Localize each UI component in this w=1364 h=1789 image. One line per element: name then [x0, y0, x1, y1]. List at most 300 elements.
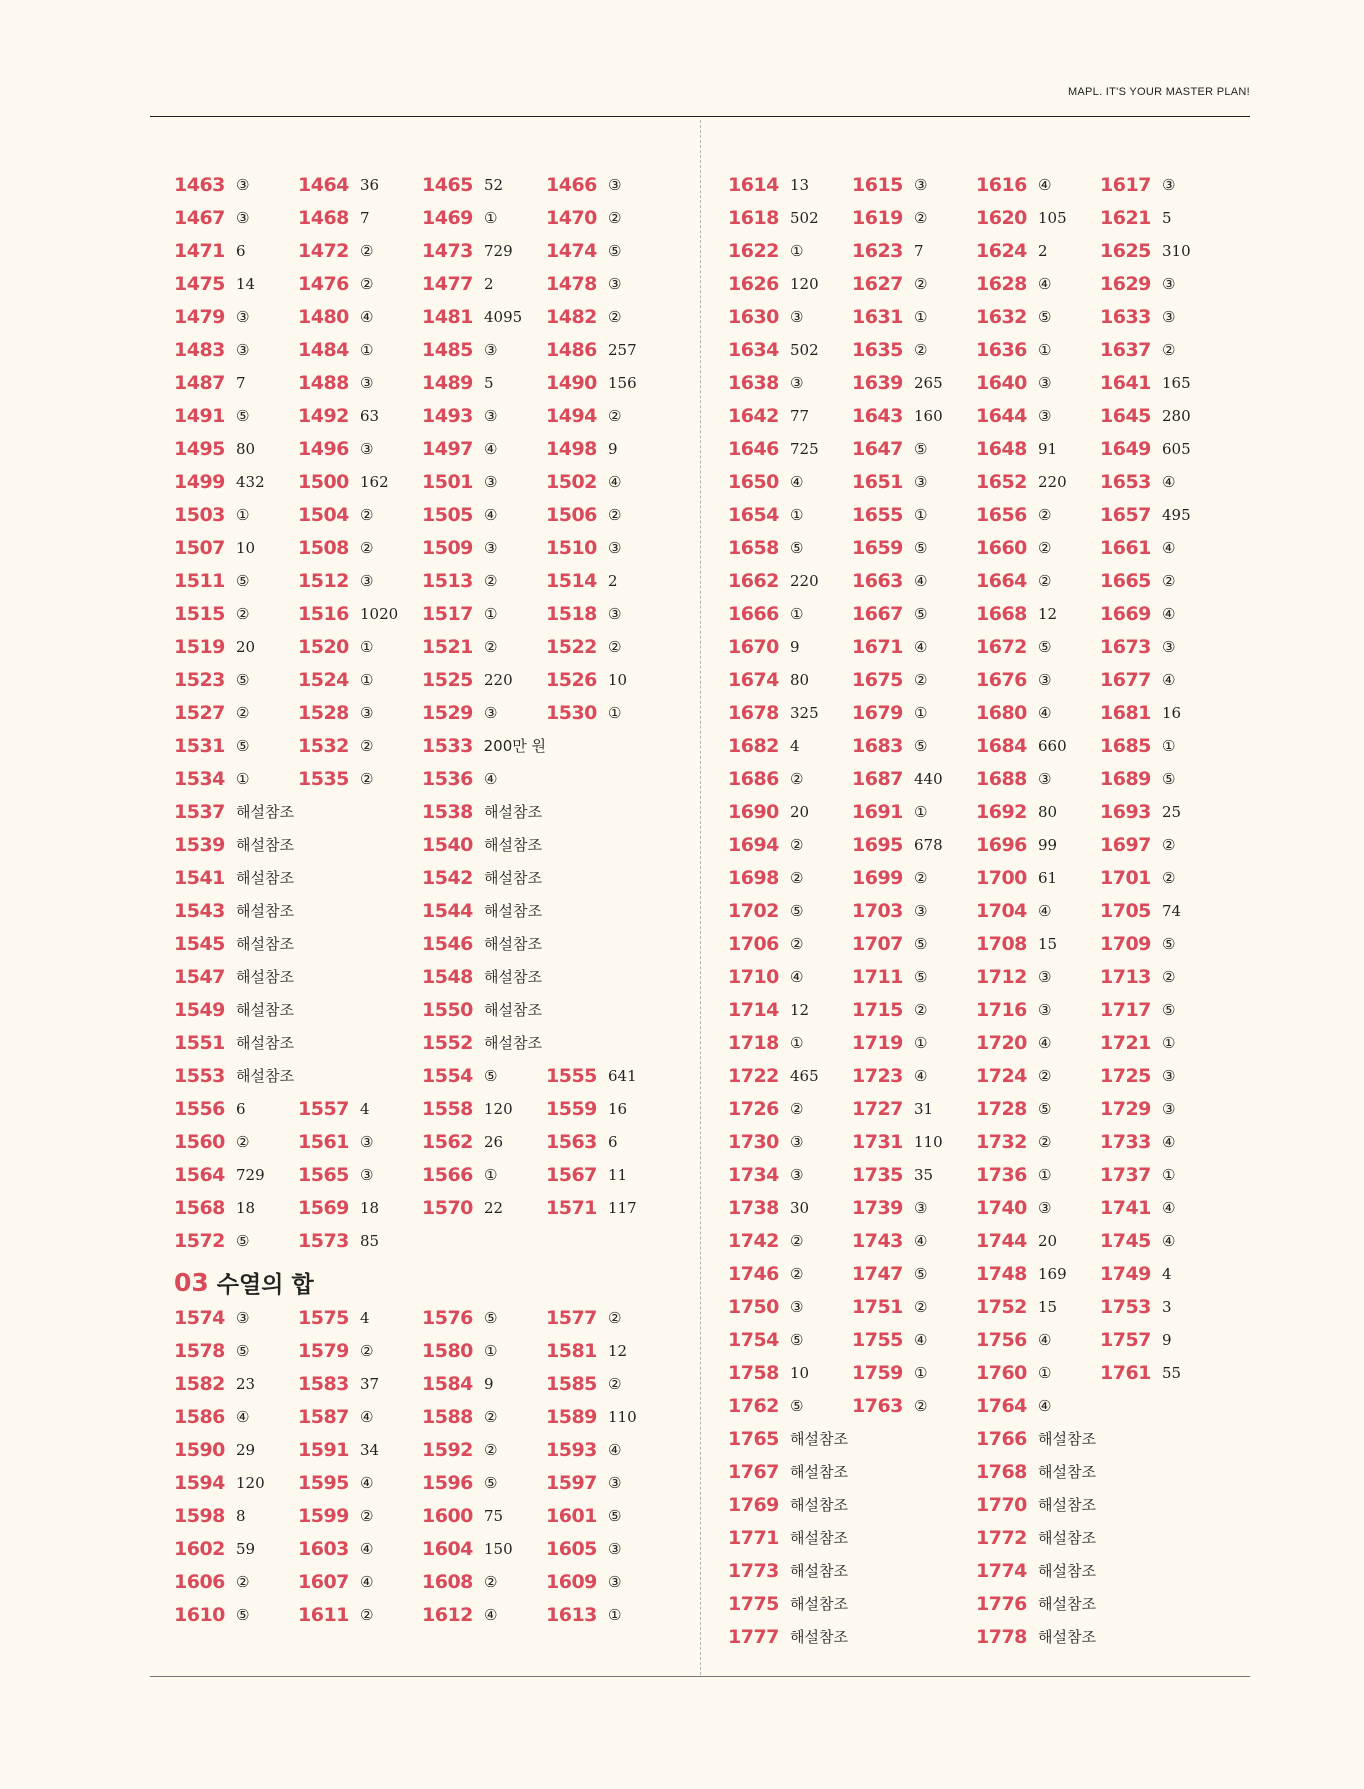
problem-number: 1756 [976, 1328, 1027, 1351]
answer-entry [976, 240, 1100, 262]
answer-value: 7 [360, 208, 370, 227]
problem-number: 1637 [1100, 338, 1151, 361]
problem-number: 1634 [728, 338, 779, 361]
answer-entry [852, 834, 976, 856]
answer-value: ④ [484, 439, 498, 458]
answer-entry [1100, 1263, 1224, 1285]
answer-value: 77 [790, 406, 810, 425]
answer-entry [546, 636, 670, 658]
problem-number: 1728 [976, 1097, 1027, 1120]
answer-value: 91 [1038, 439, 1058, 458]
answer-value: ⑤ [914, 538, 928, 557]
answer-value: ③ [914, 175, 928, 194]
answer-value: ③ [236, 307, 250, 326]
problem-number: 1608 [422, 1570, 473, 1593]
problem-number: 1527 [174, 701, 225, 724]
problem-number: 1548 [422, 965, 473, 988]
problem-number: 1700 [976, 866, 1027, 889]
problem-number: 1572 [174, 1229, 225, 1252]
problem-number: 1549 [174, 998, 225, 1021]
answer-entry [852, 933, 976, 955]
answer-entry [546, 1340, 670, 1362]
answer-value: ⑤ [914, 934, 928, 953]
problem-number: 1494 [546, 404, 597, 427]
problem-number: 1567 [546, 1163, 597, 1186]
problem-number: 1598 [174, 1504, 225, 1527]
answer-value: 해설참조 [236, 968, 294, 986]
answer-row [728, 993, 1248, 1026]
answer-value: ① [1038, 1165, 1052, 1184]
problem-number: 1755 [852, 1328, 903, 1351]
problem-number: 1613 [546, 1603, 597, 1626]
answer-entry [422, 1164, 546, 1186]
problem-number: 1629 [1100, 272, 1151, 295]
answer-row [728, 1521, 1248, 1554]
answer-value: ③ [790, 1165, 804, 1184]
answer-value: ③ [360, 1165, 374, 1184]
answer-value: ④ [360, 1473, 374, 1492]
problem-number: 1750 [728, 1295, 779, 1318]
problem-number: 1657 [1100, 503, 1151, 526]
problem-number: 1625 [1100, 239, 1151, 262]
answer-value: ① [914, 505, 928, 524]
answer-value: ③ [236, 175, 250, 194]
problem-number: 1545 [174, 932, 225, 955]
answer-entry [976, 1395, 1100, 1417]
answer-value: 61 [1038, 868, 1058, 887]
answer-value: ③ [360, 571, 374, 590]
answer-value: ⑤ [1162, 769, 1176, 788]
answer-entry [976, 504, 1100, 526]
problem-number: 1519 [174, 635, 225, 658]
answer-row [728, 168, 1248, 201]
answer-entry [728, 1230, 852, 1252]
answer-value: 1020 [360, 604, 399, 623]
answer-value: 14 [236, 274, 256, 293]
answer-row [174, 531, 694, 564]
answer-value: ③ [1038, 1000, 1052, 1019]
problem-number: 1766 [976, 1427, 1027, 1450]
answer-row [174, 1367, 694, 1400]
answer-entry [852, 702, 976, 724]
answer-value: ⑤ [914, 439, 928, 458]
answer-value: ① [1162, 1033, 1176, 1052]
answer-entry [1100, 174, 1224, 196]
answer-value: ① [484, 1165, 498, 1184]
answer-entry [852, 207, 976, 229]
answer-entry [422, 1065, 546, 1087]
answer-value: 20 [790, 802, 810, 821]
answer-value: ⑤ [914, 736, 928, 755]
answer-entry [174, 801, 422, 823]
answer-value: 10 [236, 538, 256, 557]
problem-number: 1582 [174, 1372, 225, 1395]
answer-entry [1100, 1362, 1224, 1384]
problem-number: 1488 [298, 371, 349, 394]
answer-row [174, 399, 694, 432]
answer-value: ① [484, 604, 498, 623]
problem-number: 1585 [546, 1372, 597, 1395]
problem-number: 1759 [852, 1361, 903, 1384]
answer-row [728, 1455, 1248, 1488]
answer-entry [174, 999, 422, 1021]
problem-number: 1481 [422, 305, 473, 328]
problem-number: 1517 [422, 602, 473, 625]
problem-number: 1594 [174, 1471, 225, 1494]
problem-number: 1727 [852, 1097, 903, 1120]
answer-value: ① [360, 637, 374, 656]
problem-number: 1475 [174, 272, 225, 295]
problem-number: 1477 [422, 272, 473, 295]
answer-value: 85 [360, 1231, 380, 1250]
problem-number: 1465 [422, 173, 473, 196]
problem-number: 1730 [728, 1130, 779, 1153]
answer-entry [728, 405, 852, 427]
answer-entry [174, 471, 298, 493]
answer-entry [546, 1307, 670, 1329]
answer-value: ② [914, 1000, 928, 1019]
answer-value: ③ [1162, 274, 1176, 293]
answer-value: ② [914, 868, 928, 887]
problem-number: 1664 [976, 569, 1027, 592]
answer-value: ③ [914, 472, 928, 491]
answer-entry [298, 306, 422, 328]
answer-value: ③ [484, 340, 498, 359]
answer-entry [174, 273, 298, 295]
answer-value: ④ [1162, 1132, 1176, 1151]
answer-row [174, 1433, 694, 1466]
answer-entry [298, 735, 422, 757]
answer-value: 해설참조 [484, 1001, 542, 1019]
answer-entry [852, 504, 976, 526]
answer-entry [174, 372, 298, 394]
answer-value: 7 [236, 373, 246, 392]
problem-number: 1742 [728, 1229, 779, 1252]
problem-number: 1683 [852, 734, 903, 757]
answer-value: ③ [1162, 307, 1176, 326]
answer-entry [422, 1131, 546, 1153]
problem-number: 1718 [728, 1031, 779, 1054]
answer-value: 해설참조 [484, 803, 542, 821]
problem-number: 1537 [174, 800, 225, 823]
problem-number: 1577 [546, 1306, 597, 1329]
answer-entry [174, 966, 422, 988]
answer-entry [1100, 735, 1224, 757]
answer-entry [422, 1505, 546, 1527]
answer-value: ① [914, 703, 928, 722]
answer-entry [728, 1296, 852, 1318]
problem-number: 1652 [976, 470, 1027, 493]
answer-value: ④ [608, 472, 622, 491]
problem-number: 1746 [728, 1262, 779, 1285]
answer-row [174, 630, 694, 663]
answer-value: 110 [608, 1407, 637, 1426]
answer-value: ② [790, 868, 804, 887]
answer-value: ② [484, 1572, 498, 1591]
problem-number: 1471 [174, 239, 225, 262]
answer-entry [298, 1505, 422, 1527]
answer-value: ③ [790, 373, 804, 392]
answer-value: 265 [914, 373, 943, 392]
problem-number: 1665 [1100, 569, 1151, 592]
answer-entry [728, 1527, 976, 1549]
answer-entry [976, 933, 1100, 955]
answer-entry [1100, 702, 1224, 724]
answer-entry [298, 1098, 422, 1120]
answer-entry [546, 372, 670, 394]
answer-value: 37 [360, 1374, 380, 1393]
problem-number: 1747 [852, 1262, 903, 1285]
answer-entry [728, 1560, 976, 1582]
answer-value: ③ [236, 340, 250, 359]
answer-entry [728, 900, 852, 922]
answer-value: 해설참조 [790, 1529, 848, 1547]
answer-entry [976, 570, 1100, 592]
answer-value: ② [790, 1231, 804, 1250]
problem-number: 1573 [298, 1229, 349, 1252]
problem-number: 1547 [174, 965, 225, 988]
answer-value: ④ [484, 1605, 498, 1624]
problem-number: 1589 [546, 1405, 597, 1428]
answer-entry [976, 306, 1100, 328]
answer-value: 해설참조 [236, 935, 294, 953]
answer-row [728, 795, 1248, 828]
answer-value: 35 [914, 1165, 934, 1184]
answer-row [728, 1092, 1248, 1125]
problem-number: 1497 [422, 437, 473, 460]
answer-entry [852, 768, 976, 790]
problem-number: 1767 [728, 1460, 779, 1483]
answer-row [174, 168, 694, 201]
answer-entry [1100, 636, 1224, 658]
problem-number: 1647 [852, 437, 903, 460]
answer-entry [174, 1230, 298, 1252]
answer-value: ③ [608, 1473, 622, 1492]
problem-number: 1703 [852, 899, 903, 922]
answer-entry [976, 1494, 1224, 1516]
problem-number: 1688 [976, 767, 1027, 790]
answer-value: 29 [236, 1440, 256, 1459]
answer-value: ② [790, 1264, 804, 1283]
problem-number: 1561 [298, 1130, 349, 1153]
answer-entry [422, 1340, 546, 1362]
problem-number: 1485 [422, 338, 473, 361]
problem-number: 1587 [298, 1405, 349, 1428]
answer-value: ③ [608, 274, 622, 293]
answer-value: 6 [236, 241, 246, 260]
answer-row [174, 234, 694, 267]
answer-value: ③ [1162, 1099, 1176, 1118]
problem-number: 1673 [1100, 635, 1151, 658]
answer-entry [976, 207, 1100, 229]
problem-number: 1534 [174, 767, 225, 790]
answer-entry [422, 900, 670, 922]
answer-entry [1100, 372, 1224, 394]
answer-value: 해설참조 [1038, 1628, 1096, 1646]
answer-row [728, 861, 1248, 894]
problem-number: 1676 [976, 668, 1027, 691]
answer-value: 2 [1038, 241, 1048, 260]
answer-row [728, 696, 1248, 729]
answer-entry [728, 1032, 852, 1054]
problem-number: 1602 [174, 1537, 225, 1560]
answer-entry [1100, 900, 1224, 922]
problem-number: 1633 [1100, 305, 1151, 328]
answer-entry [976, 537, 1100, 559]
problem-number: 1735 [852, 1163, 903, 1186]
answer-entry [852, 669, 976, 691]
answer-entry [976, 999, 1100, 1021]
problem-number: 1761 [1100, 1361, 1151, 1384]
answer-entry [728, 636, 852, 658]
answer-value: ⑤ [236, 406, 250, 425]
answer-row [174, 1334, 694, 1367]
problem-number: 1725 [1100, 1064, 1151, 1087]
problem-number: 1763 [852, 1394, 903, 1417]
answer-row [728, 663, 1248, 696]
problem-number: 1697 [1100, 833, 1151, 856]
answer-value: 150 [484, 1539, 513, 1558]
problem-number: 1638 [728, 371, 779, 394]
answer-value: 9 [790, 637, 800, 656]
answer-value: 440 [914, 769, 943, 788]
answer-entry [546, 603, 670, 625]
problem-number: 1478 [546, 272, 597, 295]
answer-value: 15 [1038, 934, 1058, 953]
answer-entry [1100, 1131, 1224, 1153]
answer-entry [1100, 273, 1224, 295]
problem-number: 1690 [728, 800, 779, 823]
answer-entry [174, 1065, 422, 1087]
problem-number: 1464 [298, 173, 349, 196]
answer-entry [422, 1373, 546, 1395]
answer-value: ② [608, 637, 622, 656]
answer-entry [976, 1461, 1224, 1483]
answer-entry [728, 1065, 852, 1087]
answer-entry [174, 1307, 298, 1329]
answer-entry [852, 636, 976, 658]
problem-number: 1659 [852, 536, 903, 559]
answer-value: ⑤ [236, 1341, 250, 1360]
answer-value: 120 [484, 1099, 513, 1118]
answer-value: 502 [790, 208, 819, 227]
answer-entry [976, 867, 1100, 889]
problem-number: 1611 [298, 1603, 349, 1626]
answer-value: ③ [484, 472, 498, 491]
answer-entry [174, 504, 298, 526]
problem-number: 1691 [852, 800, 903, 823]
answer-row [728, 1224, 1248, 1257]
answer-entry [422, 636, 546, 658]
answer-entry [422, 1571, 546, 1593]
problem-number: 1571 [546, 1196, 597, 1219]
answer-value: 9 [484, 1374, 494, 1393]
problem-number: 1714 [728, 998, 779, 1021]
answer-value: ① [1162, 736, 1176, 755]
answer-entry [546, 702, 670, 724]
answer-entry [976, 405, 1100, 427]
problem-number: 1496 [298, 437, 349, 460]
answer-value: ④ [914, 1231, 928, 1250]
answer-value: 63 [360, 406, 380, 425]
answer-value: ② [484, 637, 498, 656]
problem-number: 1757 [1100, 1328, 1151, 1351]
answer-value: 30 [790, 1198, 810, 1217]
answer-value: 해설참조 [1038, 1595, 1096, 1613]
answer-row [174, 795, 694, 828]
answer-entry [298, 438, 422, 460]
answer-entry [976, 1626, 1224, 1648]
answer-value: ③ [360, 439, 374, 458]
problem-number: 1583 [298, 1372, 349, 1395]
problem-number: 1646 [728, 437, 779, 460]
answer-entry [422, 471, 546, 493]
answer-value: 2 [608, 571, 618, 590]
answer-entry [546, 174, 670, 196]
answer-value: ① [484, 1341, 498, 1360]
answer-entry [852, 570, 976, 592]
answer-value: ③ [484, 703, 498, 722]
answer-entry [1100, 504, 1224, 526]
problem-number: 1776 [976, 1592, 1027, 1615]
problem-number: 1568 [174, 1196, 225, 1219]
problem-number: 1661 [1100, 536, 1151, 559]
answer-value: ③ [360, 373, 374, 392]
problem-number: 1563 [546, 1130, 597, 1153]
answer-value: ② [1038, 1132, 1052, 1151]
problem-number: 1621 [1100, 206, 1151, 229]
answer-entry [298, 636, 422, 658]
problem-number: 1709 [1100, 932, 1151, 955]
answer-value: 257 [608, 340, 637, 359]
answer-entry [976, 1560, 1224, 1582]
answer-row [174, 1191, 694, 1224]
answer-value: ② [360, 1506, 374, 1525]
answer-value: ② [790, 1099, 804, 1118]
answer-entry [298, 669, 422, 691]
answer-value: 74 [1162, 901, 1182, 920]
answer-entry [546, 1197, 670, 1219]
problem-number: 1681 [1100, 701, 1151, 724]
answer-entry [728, 1362, 852, 1384]
answer-value: 502 [790, 340, 819, 359]
answer-row [728, 894, 1248, 927]
answer-row [174, 1026, 694, 1059]
answer-entry [174, 1131, 298, 1153]
answer-entry [728, 1461, 976, 1483]
answer-value: ① [1162, 1165, 1176, 1184]
answer-value: ① [236, 769, 250, 788]
answer-entry [422, 801, 670, 823]
answer-entry [976, 471, 1100, 493]
problem-number: 1597 [546, 1471, 597, 1494]
answer-entry [852, 1098, 976, 1120]
problem-number: 1536 [422, 767, 473, 790]
answer-value: 4 [1162, 1264, 1172, 1283]
answer-value: 4 [360, 1099, 370, 1118]
answer-row [174, 1059, 694, 1092]
answer-value: 2 [484, 274, 494, 293]
answer-entry [546, 1571, 670, 1593]
answer-value: 156 [608, 373, 637, 392]
answer-value: ② [1038, 1066, 1052, 1085]
answer-row [174, 432, 694, 465]
problem-number: 1672 [976, 635, 1027, 658]
answer-entry [976, 372, 1100, 394]
answer-entry [422, 603, 546, 625]
answer-entry [422, 570, 546, 592]
answer-value: 7 [914, 241, 924, 260]
